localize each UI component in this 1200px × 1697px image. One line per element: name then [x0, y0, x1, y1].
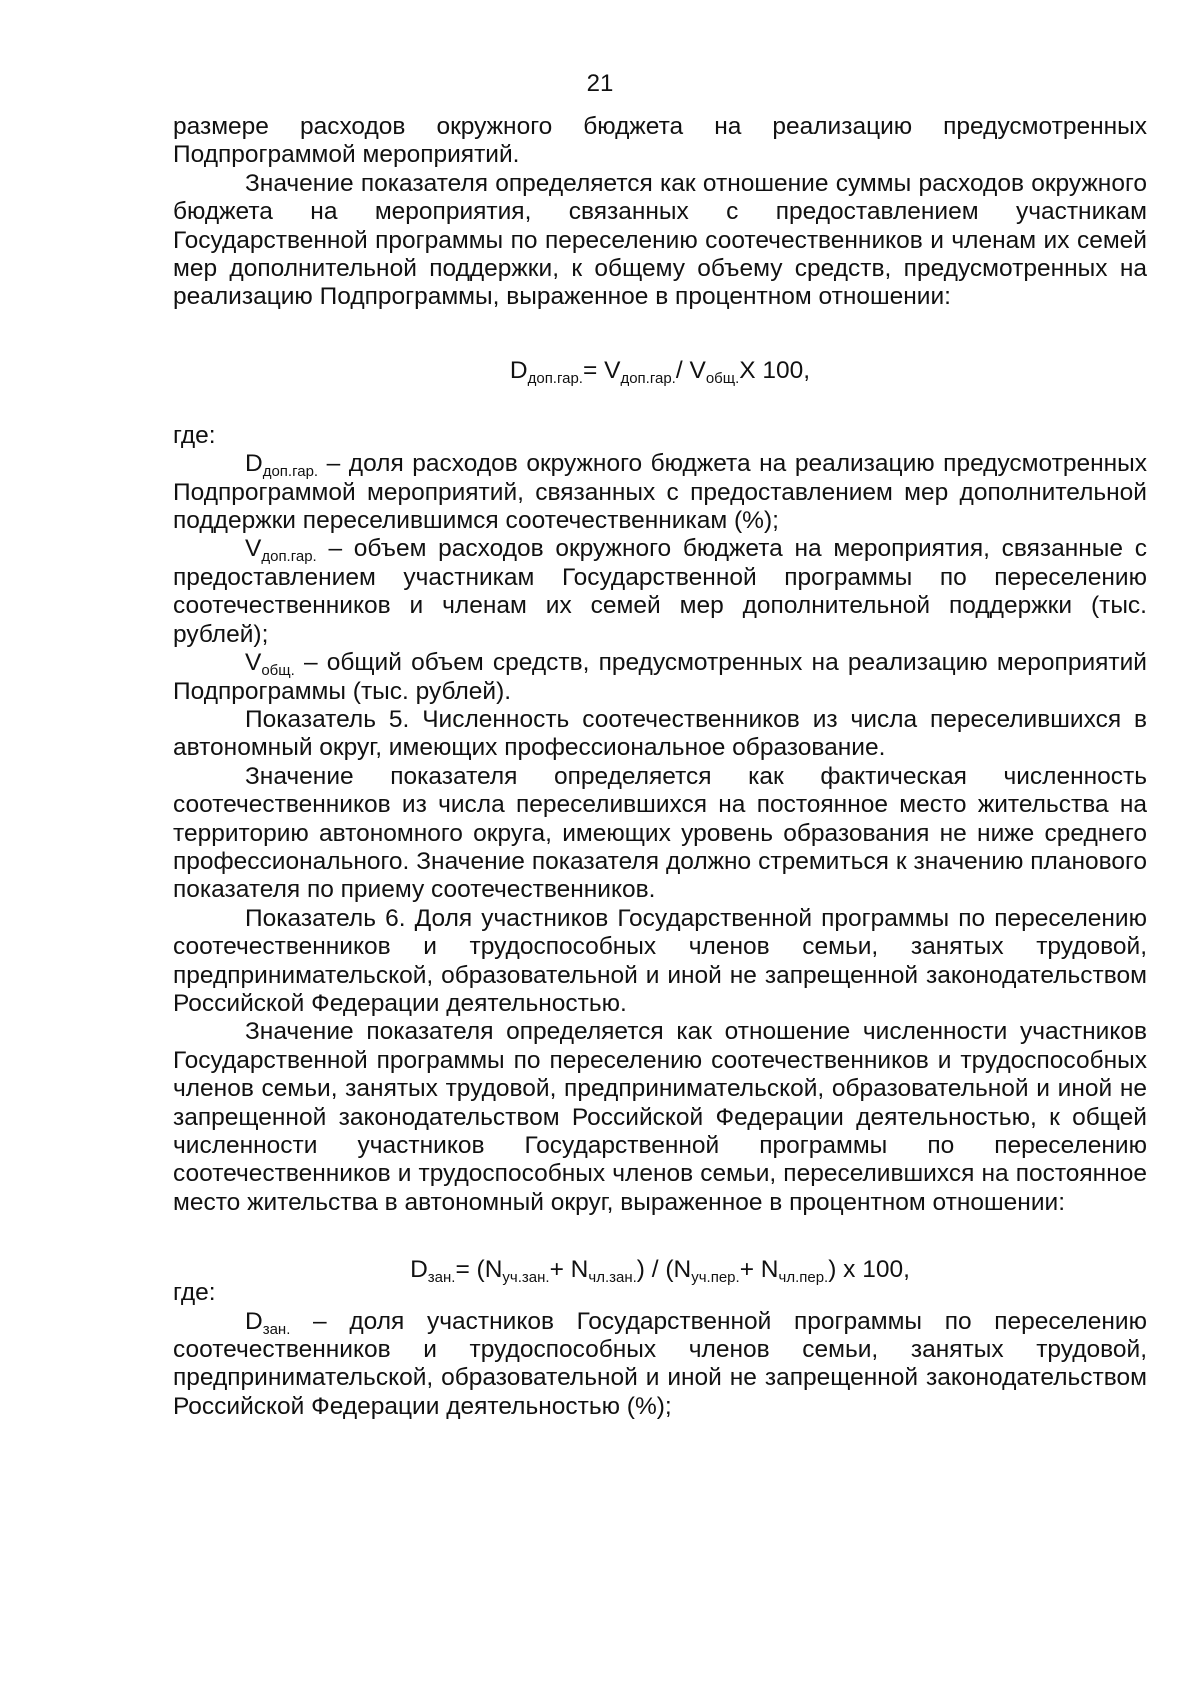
formula-symbol: D — [509, 356, 528, 384]
formula-part: + N — [549, 1256, 589, 1284]
definition-symbol: V — [245, 649, 262, 677]
formula-subscript: чл.зан. — [588, 1269, 637, 1287]
paragraph-indicator-6: Показатель 6. Доля участников Государственной программы по переселению соотечественников и трудоспособных членов семьи, занятых трудовой, предпринимательской, образовательной и иной не запрещенной законодательством Российской Федерации деятельностью. — [173, 904, 1147, 1017]
definition-subscript: общ. — [261, 662, 295, 680]
page-number: 21 — [586, 70, 614, 97]
document-body — [173, 113, 1147, 1421]
paragraph-indicator-5-value: Значение показателя определяется как фактическая численность соотечественников из числа переселившихся на постоянное место жительства на территорию автономного округа, имеющих уровень образования не ниже среднего профессионального. Значение показателя должно стремиться к значению планового показателя по приему соотечественников. — [173, 762, 1147, 904]
formula-symbol: V — [689, 356, 706, 384]
definition-text: – объем расходов окружного бюджета на мероприятия, связанные с предоставлением участникам Государственной программы по переселению соотечественников и членам их семей мер дополнительной поддержки (тыс. рублей); — [173, 535, 1147, 648]
paragraph-indicator-definition: Значение показателя определяется как отношение суммы расходов окружного бюджета на мероприятия, связанных с предоставлением участникам Государственной программы по переселению соотечественников и членам их семей мер дополнительной поддержки, к общему объему средств, предусмотренных на реализацию Подпрограммы, выраженное в процентном отношении: — [173, 169, 1147, 311]
definition-d-zan — [173, 1308, 1147, 1422]
paragraph-continuation: размере расходов окружного бюджета на реализацию предусмотренных Подпрограммой мероприятий. — [173, 113, 1147, 169]
formula-subscript: уч.зан. — [502, 1269, 550, 1287]
formula-subscript: уч.пер. — [691, 1269, 740, 1287]
paragraph-indicator-6-value: Значение показателя определяется как отношение численности участников Государственной программы по переселению соотечественников и трудоспособных членов семьи, занятых трудовой, предпринимательской, образовательной и иной не запрещенной законодательством Российской Федерации деятельностью, к общей численности участников Государственной программы по переселению соотечественников и трудоспособных членов семьи, переселившихся на постоянное место жительства в автономный округ, выраженное в процентном отношении: — [173, 1018, 1147, 1216]
formula-part: + N — [739, 1256, 779, 1284]
definition-subscript: зан. — [262, 1320, 291, 1338]
definition-text: – общий объем средств, предусмотренных на реализацию мероприятий Подпрограммы (тыс. рублей). — [173, 649, 1147, 705]
definition-symbol: D — [245, 1307, 263, 1335]
formula-divide: / — [675, 356, 690, 384]
definition-v-obshch — [173, 649, 1147, 706]
definition-d-dop-gar — [173, 450, 1147, 535]
formula-part: = (N — [455, 1256, 503, 1284]
definition-symbol: D — [245, 450, 263, 478]
formula-additional-support-share — [173, 356, 1147, 386]
definition-text: – доля расходов окружного бюджета на реализацию предусмотренных Подпрограммой мероприятий, связанных с предоставлением мер дополнительной поддержки переселившимся соотечественникам (%); — [173, 450, 1147, 535]
paragraph-indicator-5: Показатель 5. Численность соотечественников из числа переселившихся в автономный округ, имеющих профессиональное образование. — [173, 705, 1147, 762]
formula-subscript: доп.гар. — [620, 369, 676, 387]
formula-equals: = — [582, 356, 605, 384]
formula-symbol: D — [410, 1256, 428, 1284]
formula-subscript: зан. — [427, 1269, 456, 1287]
definition-v-dop-gar — [173, 535, 1147, 649]
definition-subscript: доп.гар. — [261, 548, 317, 566]
formula-subscript: общ. — [705, 369, 740, 387]
formula-multiplier: X 100, — [739, 356, 811, 384]
formula-symbol: V — [604, 356, 621, 384]
definition-subscript: доп.гар. — [262, 463, 319, 481]
where-label: где: — [173, 421, 216, 449]
definition-text: – доля участников Государственной программы по переселению соотечественников и трудоспособных членов семьи, занятых трудовой, предпринимательской, образовательной и иной не запрещенной законодательством Российской Федерации деятельностью (%); — [173, 1307, 1147, 1420]
where-label: где: — [173, 1279, 216, 1307]
formula-part: ) / (N — [636, 1256, 692, 1284]
formula-subscript: чл.пер. — [778, 1269, 829, 1287]
formula-subscript: доп.гар. — [527, 369, 583, 387]
formula-multiplier: ) х 100, — [828, 1256, 910, 1284]
definition-symbol: V — [245, 535, 262, 563]
